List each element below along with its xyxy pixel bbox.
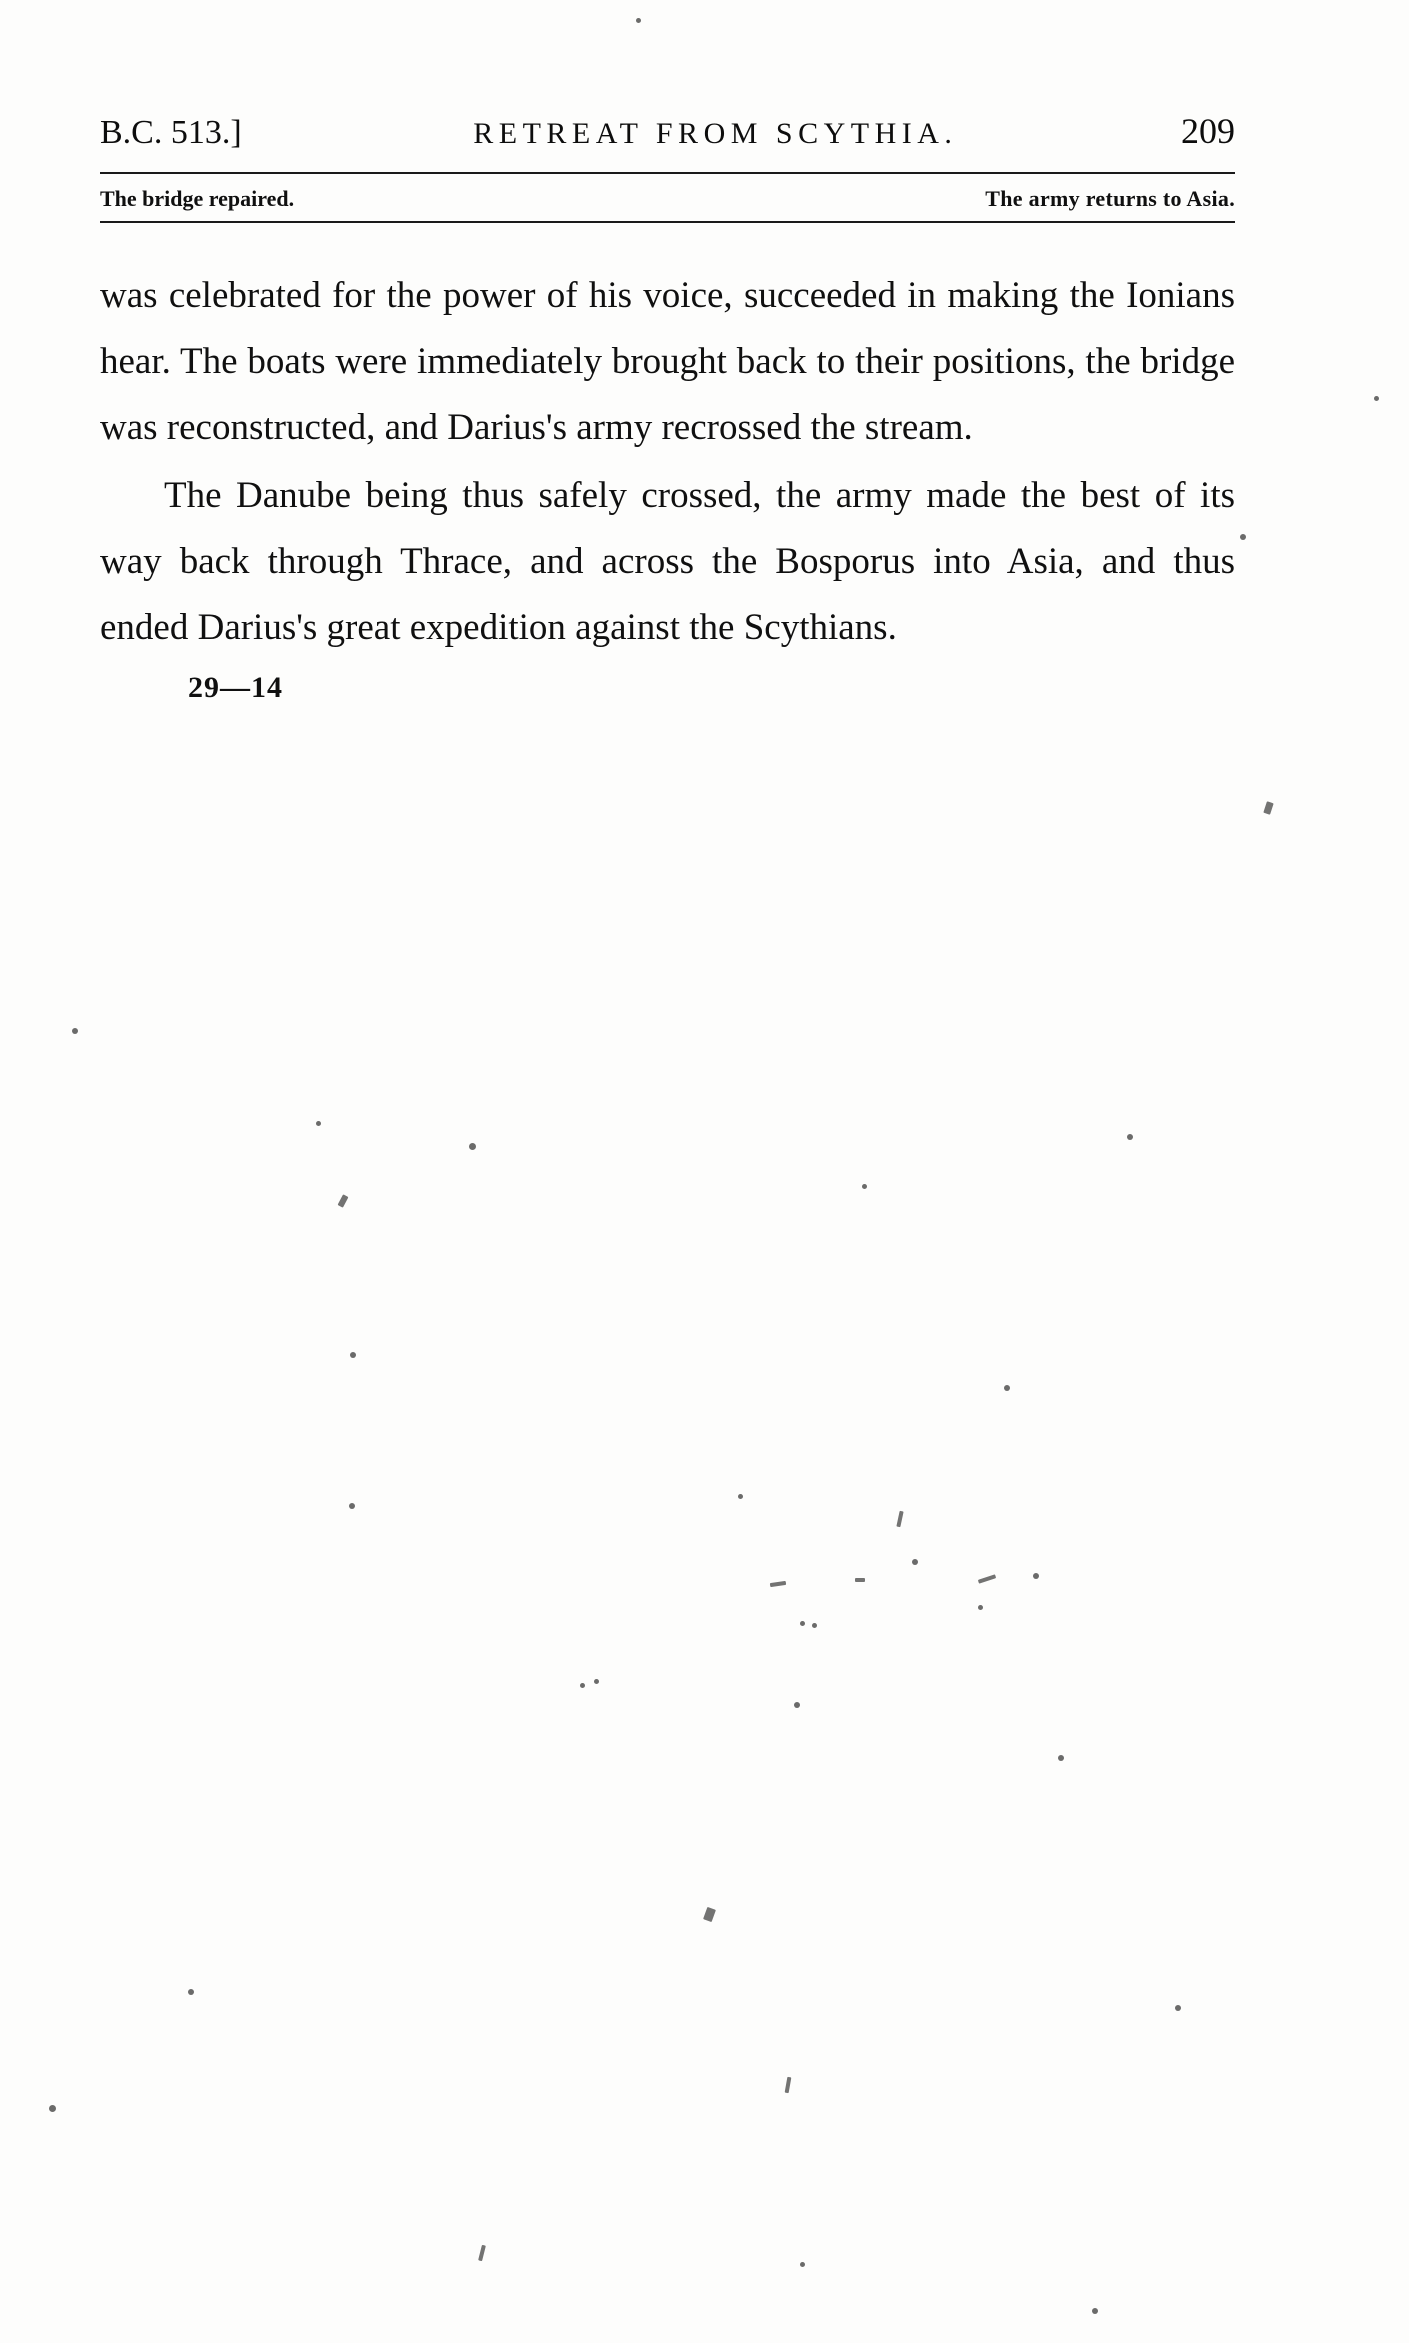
scan-speck (1004, 1385, 1010, 1391)
scan-speck (349, 1503, 355, 1509)
scan-speck (1175, 2005, 1181, 2011)
page-number: 209 (1181, 111, 1235, 151)
scan-speck (636, 18, 641, 23)
running-head-date: B.C. 513.] (100, 114, 242, 151)
body-text (100, 263, 1235, 705)
sidenote-left: The bridge repaired. (100, 186, 295, 211)
scan-speck (794, 1702, 800, 1708)
running-head-title: RETREAT FROM SCYTHIA. (473, 117, 958, 150)
scan-speck (978, 1605, 983, 1610)
scan-speck (469, 1143, 476, 1150)
scan-speck (785, 2077, 792, 2093)
scan-speck (896, 1511, 903, 1527)
scan-speck (770, 1581, 786, 1587)
scan-speck (1240, 534, 1246, 540)
sidenote-row (100, 186, 1235, 212)
scan-speck (738, 1494, 743, 1499)
scan-speck (594, 1679, 599, 1684)
header-rule-bottom (100, 221, 1235, 223)
scan-speck (49, 2105, 56, 2112)
header-rule-top (100, 172, 1235, 174)
scan-speck (800, 1621, 805, 1626)
scan-speck (912, 1559, 918, 1565)
scan-speck (316, 1121, 321, 1126)
scan-speck (188, 1989, 194, 1995)
scan-speck (1374, 396, 1379, 401)
scan-speck (478, 2245, 486, 2261)
running-head (100, 110, 1235, 162)
scan-speck (703, 1907, 716, 1922)
signature-mark: 29—14 (188, 671, 283, 704)
paragraph-1: was celebrated for the power of his voice, succeeded in making the Ionians hear. The boats were immediately brought back to their positions, the bridge was reconstructed, and Darius's army recrossed the stream. (100, 275, 1235, 448)
scan-speck (855, 1578, 865, 1582)
scan-speck (350, 1352, 356, 1358)
scan-speck (580, 1683, 585, 1688)
sidenote-right: The army returns to Asia. (985, 186, 1235, 211)
scan-speck (978, 1574, 996, 1583)
scan-speck (72, 1028, 78, 1034)
scan-speck (1033, 1573, 1039, 1579)
scan-speck (800, 2262, 805, 2267)
scan-speck (1092, 2308, 1098, 2314)
page-content (100, 110, 1235, 705)
scan-speck (1263, 801, 1273, 815)
scan-speck (812, 1623, 817, 1628)
scan-speck (1127, 1134, 1133, 1140)
scan-speck (1058, 1755, 1064, 1761)
paragraph-2: The Danube being thus safely crossed, the army made the best of its way back through Thrace, and across the Bosporus into Asia, and thus ended Darius's great expedition against the Scythians. (100, 475, 1235, 648)
scan-speck (862, 1184, 867, 1189)
scan-speck (338, 1194, 349, 1207)
